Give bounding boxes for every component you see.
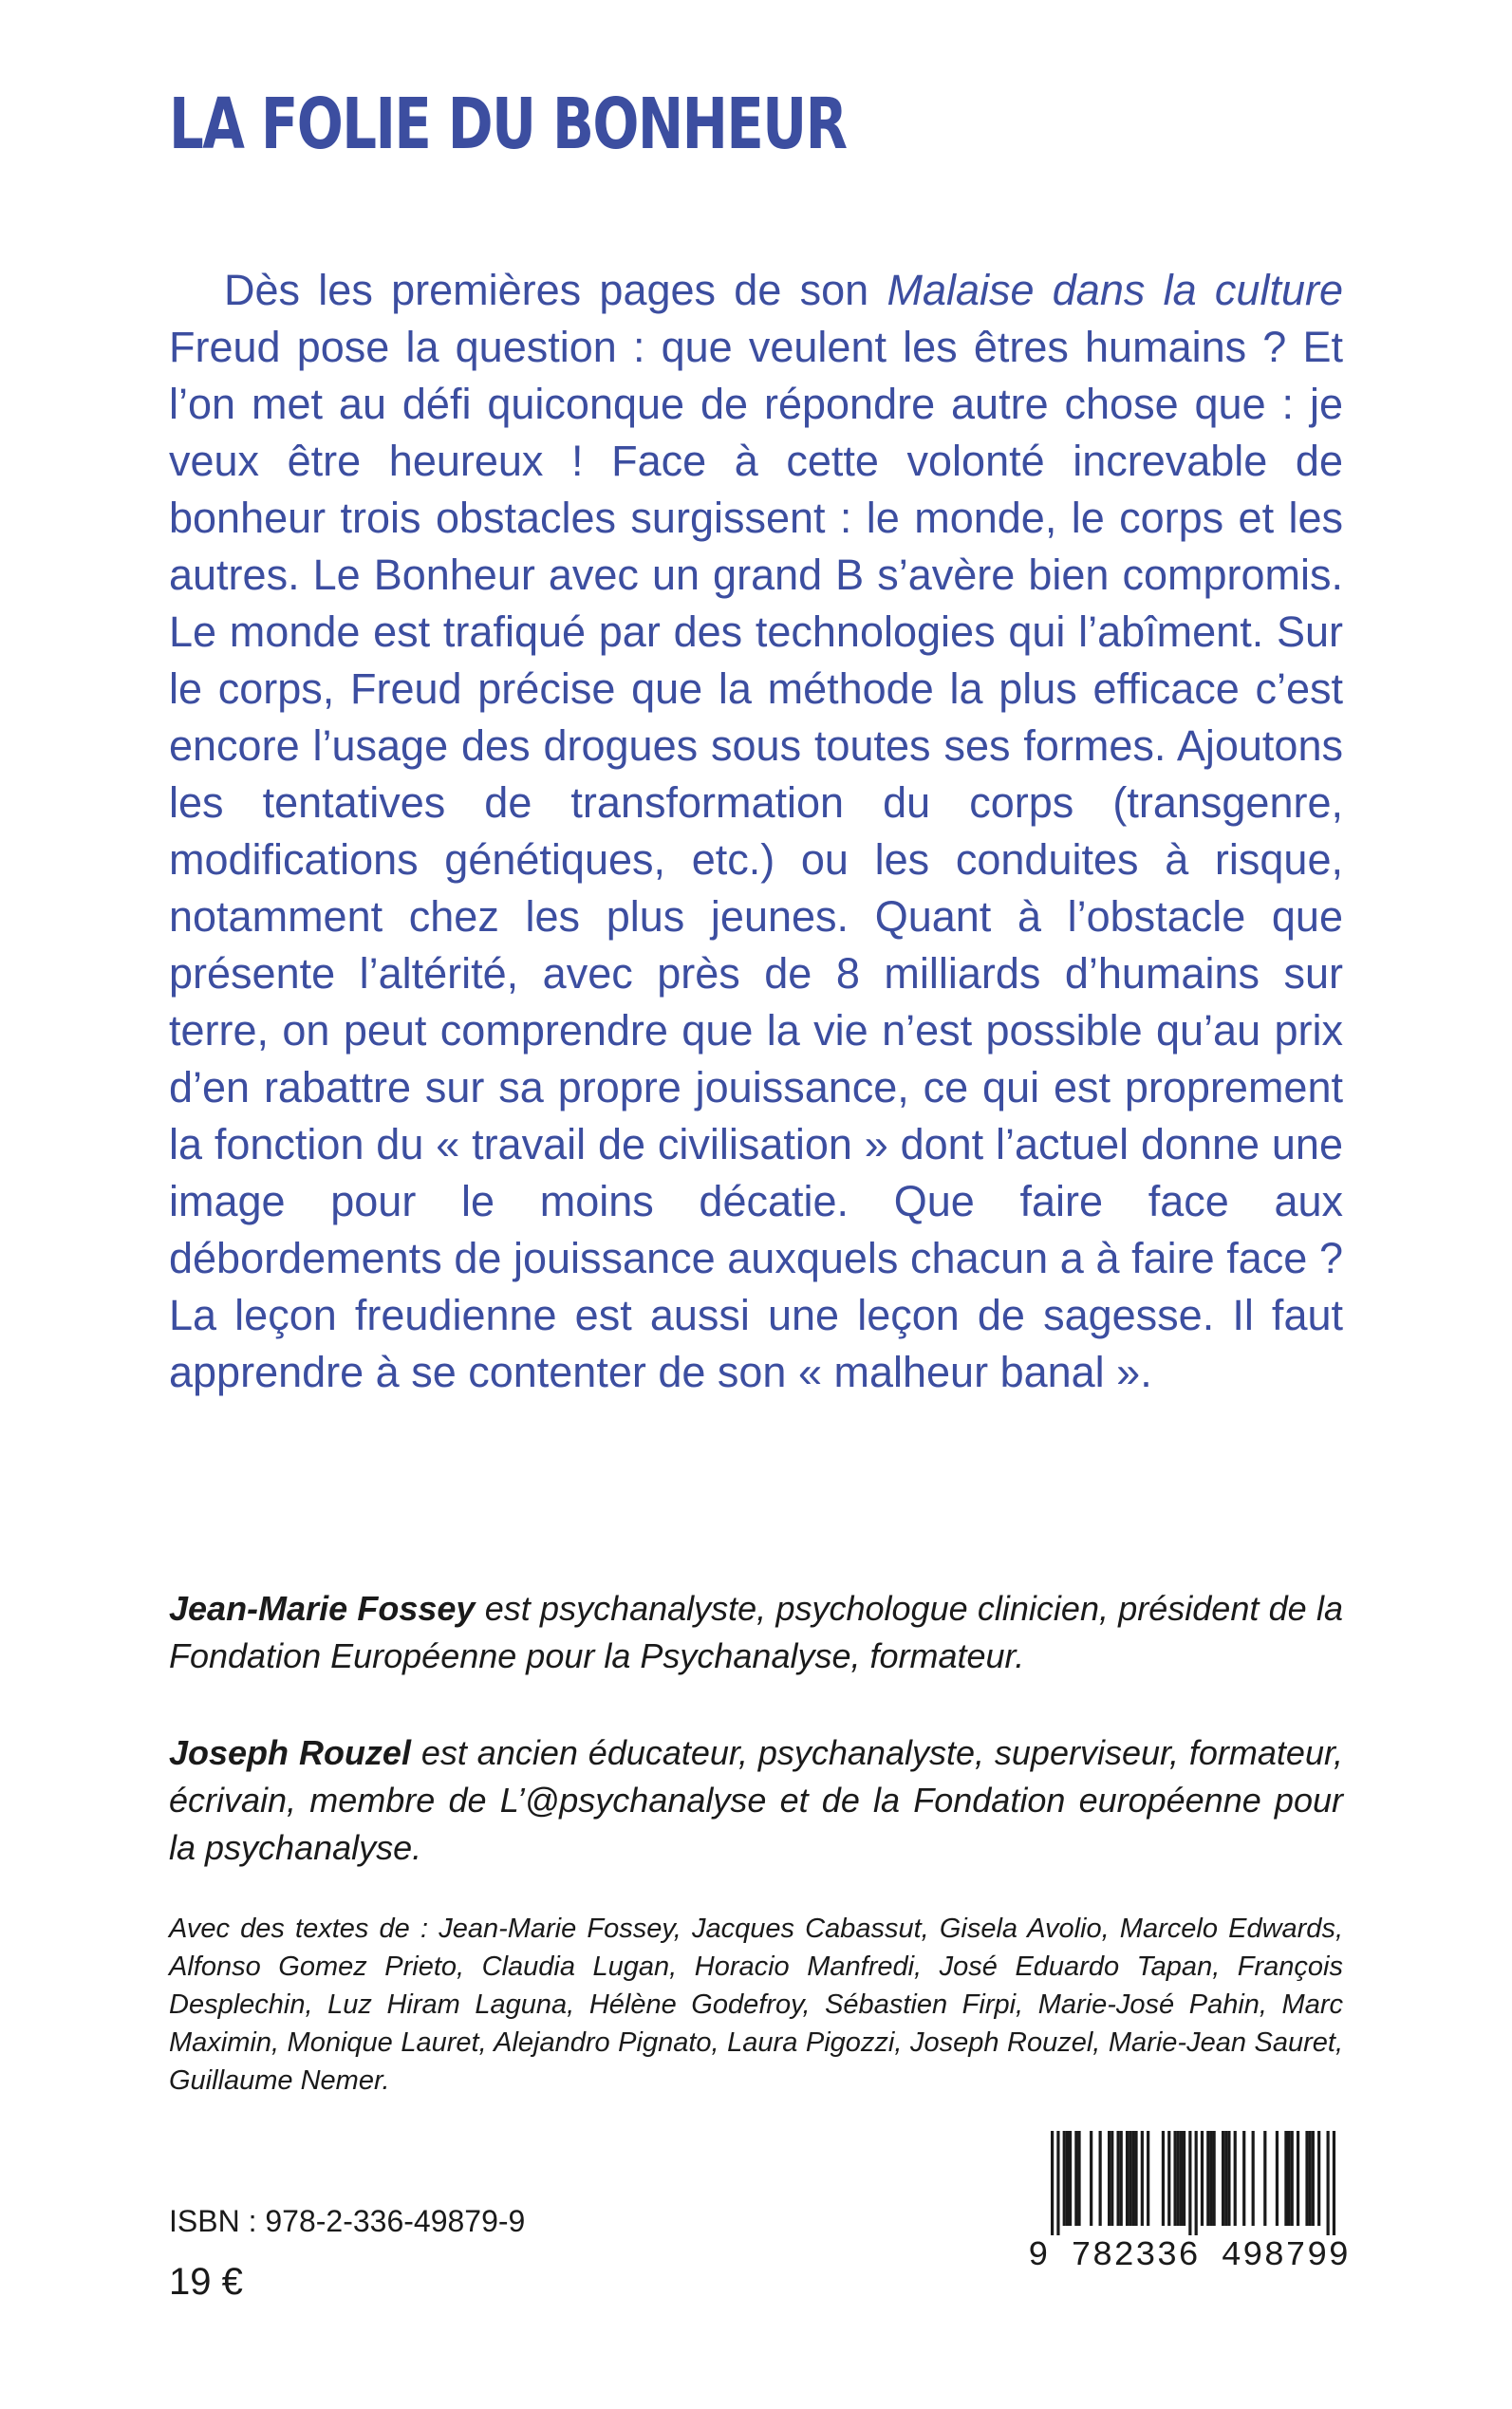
barcode-bar [1131, 2131, 1134, 2226]
barcode-bar [1077, 2131, 1080, 2226]
barcode-bar [1111, 2131, 1113, 2226]
barcode-bar [1069, 2131, 1072, 2226]
author-bio-2 [169, 1729, 1343, 1872]
summary-work-title: Malaise dans la culture [887, 266, 1343, 314]
barcode-bar [1287, 2131, 1290, 2226]
barcode-bar [1201, 2131, 1204, 2226]
barcode-bar [1147, 2131, 1149, 2226]
barcode-bar [1162, 2131, 1165, 2226]
barcode-bar [1090, 2131, 1092, 2226]
barcode-bar [1234, 2131, 1237, 2226]
barcode-bars [1030, 2131, 1338, 2235]
isbn-number: ISBN : 978-2-336-49879-9 [169, 2204, 526, 2238]
author-name-2: Joseph Rouzel [169, 1733, 411, 1772]
barcode-bar [1297, 2131, 1299, 2226]
contributors-list: Avec des textes de : Jean-Marie Fossey, Jacques Cabassut, Gisela Avolio, Marcelo Edwards, Alfonso Gomez Prieto, Claudia Lugan, Horacio Manfredi, José Eduardo Tapan, François Desplechin, Luz Hiram Laguna, Hélène Godefroy, Sébastien Firpi, Marie-José Pahin, Marc Maximin, Monique Lauret, Alejandro Pignato, Laura Pigozzi, Joseph Rouzel, Marie-Jean Sauret, Guillaume Nemer. [169, 1914, 1343, 2096]
barcode-bar [1224, 2131, 1227, 2226]
barcode-bar [1051, 2131, 1054, 2235]
author-bio-1 [169, 1585, 1343, 1680]
barcode-bar [1195, 2131, 1198, 2235]
barcode-bar [1066, 2131, 1069, 2226]
book-summary [169, 262, 1343, 1401]
barcode-bar [1209, 2131, 1212, 2226]
author-description-1: est psychanalyste, psychologue clinicien, président de la Fondation Européenne pour la Psychanalyse, formateur. [169, 1589, 1343, 1675]
barcode-bar [1333, 2131, 1335, 2235]
barcode-bar [1317, 2131, 1320, 2226]
author-description-2: est ancien éducateur, psychanalyste, superviseur, formateur, écrivain, membre de L’@psychanalyse et de la Fondation européenne pour la psychanalyse. [169, 1733, 1343, 1867]
barcode-bar [1173, 2131, 1176, 2226]
barcode-bar [1167, 2131, 1170, 2226]
barcode-bar [1177, 2131, 1180, 2226]
barcode-bar [1180, 2131, 1183, 2226]
barcode-bar [1099, 2131, 1102, 2226]
barcode-bar [1108, 2131, 1111, 2226]
barcode-bar [1284, 2131, 1287, 2226]
barcode-bar [1227, 2131, 1230, 2226]
barcode-bar [1276, 2131, 1279, 2226]
barcode-bar [1134, 2131, 1137, 2226]
barcode-digits: 9 782336 498799 [1028, 2236, 1351, 2275]
barcode-bar [1129, 2131, 1131, 2226]
price: 19 € [169, 2261, 243, 2303]
barcode-bar [1074, 2131, 1077, 2226]
barcode-bar [1263, 2131, 1266, 2226]
barcode-bar [1309, 2131, 1312, 2226]
barcode-bar [1063, 2131, 1066, 2226]
barcode-bar [1312, 2131, 1315, 2226]
summary-body: Freud pose la question : que veulent les êtres humains ? Et l’on met au défi quiconque de répondre autre chose que : je veux être heureux ! Face à cette volonté increvable de bonheur trois obstacles surgissent : le monde, le corps et les autres. Le Bonheur avec un grand B s’avère bien compromis. Le monde est trafiqué par des technologies qui l’abîment. Sur le corps, Freud précise que la méthode la plus efficace c’est encore l’usage des drogues sous toutes ses formes. Ajoutons les tentatives de transformation du corps (transgenre, modifications génétiques, etc.) ou les conduites à risque, notamment chez les plus jeunes. Quant à l’obstacle que présente l’altérité, avec près de 8 milliards d’humains sur terre, on peut comprendre que la vie n’est possible qu’au prix d’en rabattre sur sa propre jouissance, ce qui est proprement la fonction du « travail de civilisation » dont l’actuel donne une image pour le moins décatie. Que faire face aux débordements de jouissance auxquels chacun a à faire face ? La leçon freudienne est aussi une leçon de sagesse. Il faut apprendre à se contenter de son « malheur banal ». [169, 323, 1343, 1396]
barcode-bar [1222, 2131, 1224, 2226]
barcode-bar [1305, 2131, 1308, 2226]
barcode-bar [1120, 2131, 1123, 2226]
barcode-bar [1126, 2131, 1129, 2226]
author-name-1: Jean-Marie Fossey [169, 1589, 476, 1628]
barcode [1030, 2131, 1338, 2304]
summary-intro: Dès les premières pages de son [224, 266, 887, 314]
barcode-bar [1141, 2131, 1144, 2226]
barcode-bar [1206, 2131, 1209, 2226]
barcode-bar [1188, 2131, 1191, 2235]
barcode-bar [1116, 2131, 1119, 2226]
barcode-bar [1213, 2131, 1216, 2226]
barcode-bar [1183, 2131, 1185, 2226]
barcode-bar [1327, 2131, 1330, 2235]
book-title: LA FOLIE DU BONHEUR [169, 84, 847, 165]
barcode-bar [1252, 2131, 1255, 2226]
barcode-bar [1056, 2131, 1059, 2235]
barcode-bar [1242, 2131, 1245, 2226]
barcode-bar [1291, 2131, 1294, 2226]
